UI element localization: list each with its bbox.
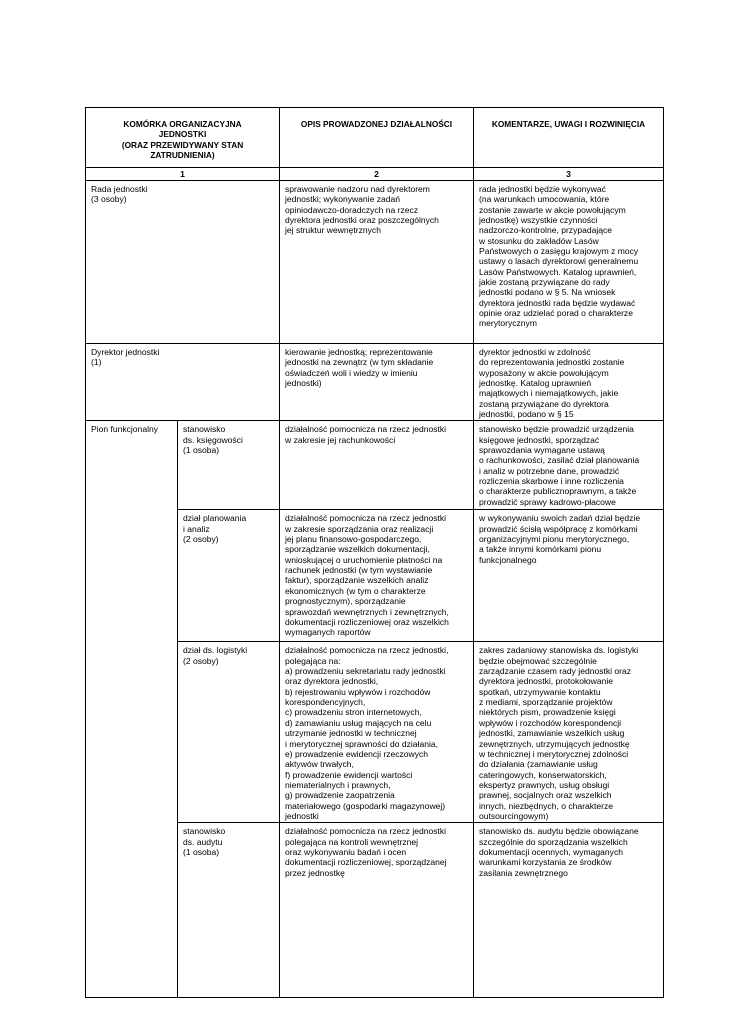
- column-number-2: 2: [280, 168, 474, 181]
- description-text-planowanie: działalność pomocnicza na rzecz jednostki w zakresie sporządzania oraz realizacji jej planu finansowo-gospodarczego, sporządzanie wszelkich dokumentacji, wnioskującej o uruchomienie płatności na rachunek jednostki (w tym wystawianie faktur), sporządzanie wszelkich analiz ekonomicznych (w tym o charakterze prognostycznym), sporządzanie sprawozdań wewnętrznych i zewnętrznych, dokumentacji rozliczeniowej oraz wszelkich wymaganych raportów: [285, 513, 449, 638]
- header-comments-text: KOMENTARZE, UWAGI I ROZWINIĘCIA: [491, 119, 646, 129]
- unit-text-audyt: stanowisko ds. audytu (1 osoba): [183, 826, 226, 857]
- description-cell-audyt: [280, 823, 474, 998]
- table-row-rada: [86, 181, 664, 344]
- table-header-row: [86, 108, 664, 168]
- table-row-ksiegowosc: [86, 421, 664, 510]
- comment-text-dyrektor: dyrektor jednostki w zdolność do reprezentowania jednostki zostanie wyposażony w akcie powołującym jednostkę. Katalog uprawnień majątkowych i niemajątkowych, jakie zostaną przywiązane do dyrektora jednostki, podano w § 15: [479, 347, 625, 420]
- organizational-structure-table: [85, 107, 664, 998]
- unit-cell-logistyka: [178, 642, 280, 823]
- unit-text-rada: Rada jednostki (3 osoby): [91, 184, 148, 205]
- column-number-3: 3: [474, 168, 664, 181]
- header-description-text: OPIS PROWADZONEJ DZIAŁALNOŚCI: [300, 119, 453, 129]
- header-unit: [86, 108, 280, 168]
- column-number-1: 1: [86, 168, 280, 181]
- pion-funkcjonalny-cell: [86, 421, 178, 998]
- description-cell-rada: [280, 181, 474, 344]
- comment-cell-logistyka: [474, 642, 664, 823]
- column-number-row: [86, 168, 664, 181]
- comment-cell-dyrektor: [474, 344, 664, 421]
- comment-text-audyt: stanowisko ds. audytu będzie obowiązane szczególnie do sporządzania wszelkich dokumentacji ocennych, wymaganych warunkami korzystania ze środków zasilania zewnętrznego: [479, 826, 639, 878]
- description-text-ksiegowosc: działalność pomocnicza na rzecz jednostki w zakresie jej rachunkowości: [285, 424, 447, 445]
- description-cell-logistyka: [280, 642, 474, 823]
- comment-text-rada: rada jednostki będzie wykonywać (na warunkach umocowania, które zostanie zawarte w akcie powołującym jednostkę) wszystkie czynności nadzorczo-kontrolne, przypadające w stosunku do zakładów Lasów Państwowych o zasięgu krajowym z mocy ustawy o lasach dyrektorowi generalnemu Lasów Państwowych. Katalog uprawnień, jakie zostaną przywiązane do rady jednostki podano w § 5. Na wniosek dyrektora jednostki rada będzie wydawać opinie oraz udzielać porad o charakterze merytorycznym: [479, 184, 639, 329]
- unit-text-dyrektor: Dyrektor jednostki (1): [91, 347, 160, 368]
- description-cell-planowanie: [280, 510, 474, 642]
- description-text-logistyka: działalność pomocnicza na rzecz jednostki, polegająca na: a) prowadzeniu sekretariatu rady jednostki oraz dyrektora jednostki, b) rejestrowaniu wpływów i rozchodów korespondencyjnych, c) prowadzeniu stron internetowych, d) zamawianiu usług mających na celu utrzymanie jednostki w technicznej i merytorycznej sprawności do działania, e) prowadzenie ewidencji rzeczowych aktywów trwałych, f) prowadzenie ewidencji wartości niematerialnych i prawnych, g) prowadzenie zaopatrzenia materiałowego (gospodarki magazynowej) jednostki: [285, 645, 449, 821]
- header-unit-text: KOMÓRKA ORGANIZACYJNA JEDNOSTKI (ORAZ PRZEWIDYWANY STAN ZATRUDNIENIA): [121, 119, 244, 161]
- comment-cell-audyt: [474, 823, 664, 998]
- comment-cell-planowanie: [474, 510, 664, 642]
- unit-text-logistyka: dział ds. logistyki (2 osoby): [183, 645, 248, 666]
- description-cell-dyrektor: [280, 344, 474, 421]
- unit-cell-rada: [86, 181, 280, 344]
- unit-text-planowanie: dział planowania i analiz (2 osoby): [183, 513, 247, 545]
- comment-cell-ksiegowosc: [474, 421, 664, 510]
- table-row-dyrektor: [86, 344, 664, 421]
- unit-text-ksiegowosc: stanowisko ds. księgowości (1 osoba): [183, 424, 243, 456]
- pion-funkcjonalny-label: Pion funkcjonalny: [91, 424, 158, 435]
- comment-cell-rada: [474, 181, 664, 344]
- unit-cell-audyt: [178, 823, 280, 998]
- description-cell-ksiegowosc: [280, 421, 474, 510]
- header-description: [280, 108, 474, 168]
- comment-text-logistyka: zakres zadaniowy stanowiska ds. logistyki będzie obejmować szczególnie zarządzanie czasem rady jednostki oraz dyrektora jednostki, protokołowanie spotkań, utrzymywanie kontaktu z mediami, sporządzanie projektów niektórych pism, prowadzenie księgi wpływów i rozchodów korespondencji jednostki, zamawianie wszelkich usług zewnętrznych, utrzymujących jednostkę w technicznej i merytorycznej zdolności do działania (zamawianie usług cateringowych, konserwatorskich, ekspertyz prawnych, usług obsługi prawnej, socjalnych oraz wszelkich innych, niezbędnych, o charakterze outsourcingowym): [479, 645, 639, 821]
- header-comments: [474, 108, 664, 168]
- description-text-audyt: działalność pomocnicza na rzecz jednostki polegająca na kontroli wewnętrznej oraz wykonywaniu badań i ocen dokumentacji rozliczeniowej, sporządzanej przez jednostkę: [285, 826, 447, 878]
- unit-cell-dyrektor: [86, 344, 280, 421]
- unit-cell-planowanie: [178, 510, 280, 642]
- description-text-dyrektor: kierowanie jednostką; reprezentowanie jednostki na zewnątrz (w tym składanie oświadczeń woli i wiedzy w imieniu jednostki): [285, 347, 434, 389]
- comment-text-ksiegowosc: stanowisko będzie prowadzić urządzenia księgowe jednostki, sporządzać sprawozdania wymagane ustawą o rachunkowości, zasilać dział planowania i analiz w potrzebne dane, prowadzić rozliczenia skarbowe i inne rozliczenia o charakterze publicznoprawnym, a także prowadzić sprawy kadrowo-płacowe: [479, 424, 640, 507]
- unit-cell-ksiegowosc: [178, 421, 280, 510]
- comment-text-planowanie: w wykonywaniu swoich zadań dział będzie prowadzić ścisłą współpracę z komórkami organizacyjnymi pionu merytorycznego, a także innymi komórkami pionu funkcjonalnego: [479, 513, 641, 565]
- description-text-rada: sprawowanie nadzoru nad dyrektorem jednostki; wykonywanie zadań opiniodawczo-doradczych na rzecz dyrektora jednostki oraz poszczególnych jej struktur wewnętrznych: [285, 184, 439, 236]
